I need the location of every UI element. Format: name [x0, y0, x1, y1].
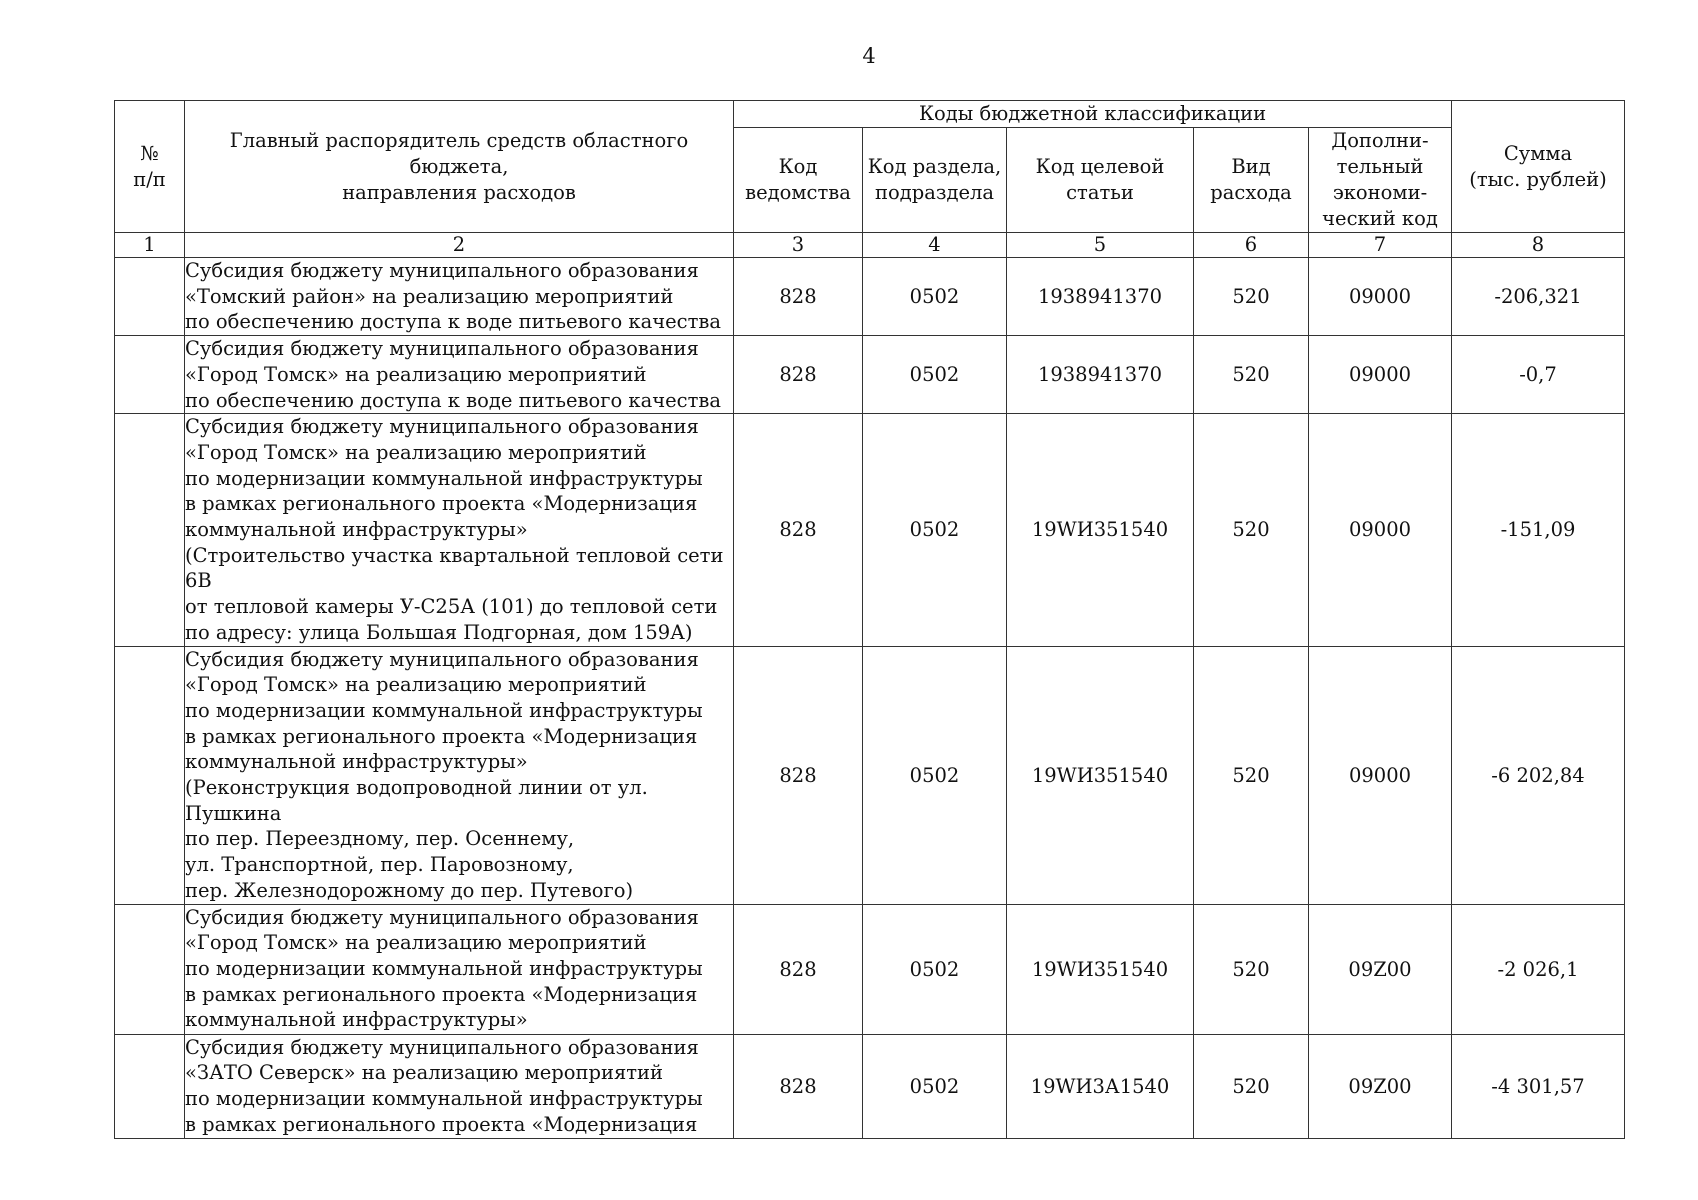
row-description: Субсидия бюджету муниципального образования «Город Томск» на реализацию мероприятий по модернизации коммунальной инфраструктуры в рамках регионального проекта «Модернизация коммунальной инфраструктуры» (Строительство участка квартальной тепловой сети 6В от тепловой камеры У-С25А (101) до тепловой сети по адресу: улица Большая Подгорная, дом 159А): [185, 414, 734, 646]
expense-type-cell: 520: [1194, 1034, 1309, 1138]
target-code-cell: 19WИ351540: [1007, 904, 1194, 1034]
column-number: 3: [734, 233, 863, 258]
header-budget-codes-group: Коды бюджетной классификации: [734, 101, 1452, 128]
table-row: [115, 258, 1625, 336]
section-code-cell: 0502: [863, 1034, 1007, 1138]
row-number-cell: [115, 258, 185, 336]
header-col-dept: Код ведомства: [734, 128, 863, 233]
column-number: 8: [1452, 233, 1625, 258]
row-number-cell: [115, 646, 185, 904]
expense-type-cell: 520: [1194, 904, 1309, 1034]
sum-cell: -6 202,84: [1452, 646, 1625, 904]
column-number: 7: [1309, 233, 1452, 258]
section-code-cell: 0502: [863, 646, 1007, 904]
expense-type-cell: 520: [1194, 646, 1309, 904]
sum-cell: -0,7: [1452, 336, 1625, 414]
section-code-cell: 0502: [863, 414, 1007, 646]
header-col-no: № п/п: [115, 101, 185, 233]
table-row: [115, 336, 1625, 414]
dept-code-cell: 828: [734, 336, 863, 414]
econ-code-cell: 09Z00: [1309, 904, 1452, 1034]
column-number: 5: [1007, 233, 1194, 258]
dept-code-cell: 828: [734, 258, 863, 336]
expense-type-cell: 520: [1194, 414, 1309, 646]
dept-code-cell: 828: [734, 414, 863, 646]
table-row: [115, 414, 1625, 646]
table-row: [115, 646, 1625, 904]
econ-code-cell: 09000: [1309, 646, 1452, 904]
expense-type-cell: 520: [1194, 336, 1309, 414]
row-description: Субсидия бюджету муниципального образования «Город Томск» на реализацию мероприятий по модернизации коммунальной инфраструктуры в рамках регионального проекта «Модернизация коммунальной инфраструктуры»: [185, 904, 734, 1034]
table-row: [115, 1034, 1625, 1138]
row-number-cell: [115, 336, 185, 414]
dept-code-cell: 828: [734, 904, 863, 1034]
header-col-section: Код раздела, подраздела: [863, 128, 1007, 233]
row-number-cell: [115, 414, 185, 646]
target-code-cell: 19WИ351540: [1007, 646, 1194, 904]
table-row: [115, 904, 1625, 1034]
column-number: 2: [185, 233, 734, 258]
column-number: 6: [1194, 233, 1309, 258]
target-code-cell: 1938941370: [1007, 258, 1194, 336]
econ-code-cell: 09Z00: [1309, 1034, 1452, 1138]
dept-code-cell: 828: [734, 646, 863, 904]
econ-code-cell: 09000: [1309, 258, 1452, 336]
sum-cell: -151,09: [1452, 414, 1625, 646]
sum-cell: -206,321: [1452, 258, 1625, 336]
section-code-cell: 0502: [863, 336, 1007, 414]
header-col-sum: Сумма (тыс. рублей): [1452, 101, 1625, 233]
budget-table: [114, 100, 1625, 1139]
expense-type-cell: 520: [1194, 258, 1309, 336]
column-number: 1: [115, 233, 185, 258]
section-code-cell: 0502: [863, 258, 1007, 336]
row-description: Субсидия бюджету муниципального образования «Город Томск» на реализацию мероприятий по обеспечению доступа к воде питьевого качества: [185, 336, 734, 414]
sum-cell: -2 026,1: [1452, 904, 1625, 1034]
target-code-cell: 19WИ351540: [1007, 414, 1194, 646]
page-number: 4: [862, 44, 876, 68]
column-number-row: [115, 233, 1625, 258]
row-description: Субсидия бюджету муниципального образования «ЗАТО Северск» на реализацию мероприятий по модернизации коммунальной инфраструктуры в рамках регионального проекта «Модернизация: [185, 1034, 734, 1138]
econ-code-cell: 09000: [1309, 336, 1452, 414]
header-col-type: Вид расхода: [1194, 128, 1309, 233]
dept-code-cell: 828: [734, 1034, 863, 1138]
sum-cell: -4 301,57: [1452, 1034, 1625, 1138]
row-number-cell: [115, 904, 185, 1034]
header-col-econ: Дополни- тельный экономи- ческий код: [1309, 128, 1452, 233]
target-code-cell: 1938941370: [1007, 336, 1194, 414]
header-col-name: Главный распорядитель средств областного бюджета, направления расходов: [185, 101, 734, 233]
section-code-cell: 0502: [863, 904, 1007, 1034]
econ-code-cell: 09000: [1309, 414, 1452, 646]
header-col-target: Код целевой статьи: [1007, 128, 1194, 233]
target-code-cell: 19WИ3А1540: [1007, 1034, 1194, 1138]
row-description: Субсидия бюджету муниципального образования «Томский район» на реализацию мероприятий по обеспечению доступа к воде питьевого качества: [185, 258, 734, 336]
row-number-cell: [115, 1034, 185, 1138]
column-number: 4: [863, 233, 1007, 258]
row-description: Субсидия бюджету муниципального образования «Город Томск» на реализацию мероприятий по модернизации коммунальной инфраструктуры в рамках регионального проекта «Модернизация коммунальной инфраструктуры» (Реконструкция водопроводной линии от ул. Пушкина по пер. Переездному, пер. Осеннему, ул. Транспортной, пер. Паровозному, пер. Железнодорожному до пер. Путевого): [185, 646, 734, 904]
